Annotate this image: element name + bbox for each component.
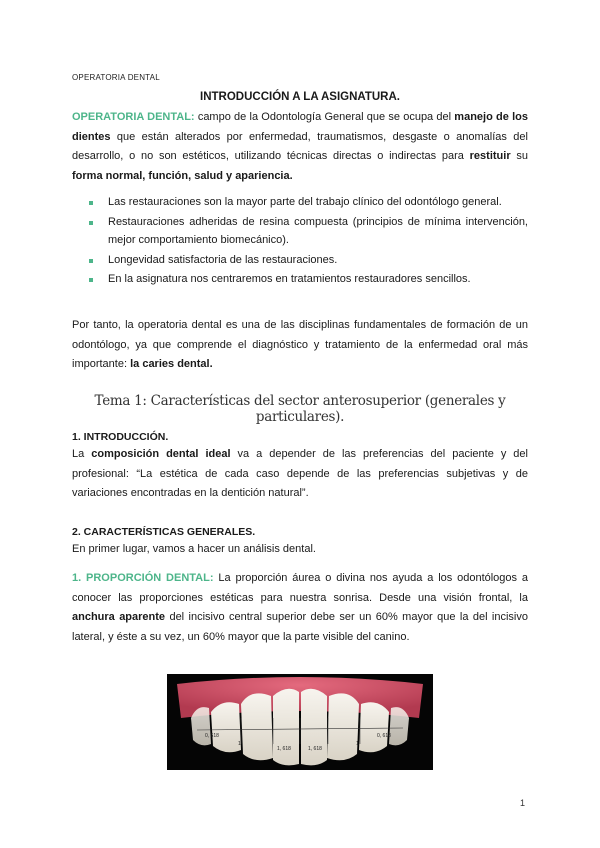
tema-title: Tema 1: Características del sector anterosuperior (generales y particulares).	[94, 393, 506, 425]
proporcion-paragraph: 1. PROPORCIÓN DENTAL: La proporción áurea o divina nos ayuda a los odontólogos a conocer las proporciones estéticas para nuestra sonrisa. Desde una visión frontal, la anchura aparente del incisivo central superior debe ser un 60% mayor que la del incisivo lateral, y éste a su vez, un 60% mayor que la parte visible del canino.	[72, 572, 529, 643]
page-title: INTRODUCCIÓN A LA ASIGNATURA.	[200, 91, 400, 103]
photo-label: 1	[238, 741, 241, 747]
intro-text-3: su	[510, 150, 528, 162]
section-1-bold: composición dental ideal	[91, 448, 231, 460]
bullet-icon	[89, 259, 93, 263]
intro-bold-3: forma normal, función, salud y apariencia.	[72, 169, 293, 182]
bullet-icon	[89, 201, 93, 205]
intro-text-1: campo de la Odontología General que se ocupa del	[194, 111, 455, 123]
conclusion-paragraph	[72, 316, 528, 375]
photo-label: 0, 618	[377, 733, 391, 739]
list-item: En la asignatura nos centraremos en tratamientos restauradores sencillos.	[72, 270, 528, 289]
proporcion-bold: anchura aparente	[72, 611, 166, 623]
section-2-heading: 2. CARACTERÍSTICAS GENERALES.	[72, 526, 256, 538]
intro-bold-2: restituir	[469, 150, 511, 162]
page-number: 1	[519, 798, 525, 808]
section-1-paragraph: La composición dental ideal va a depender de las preferencias del paciente y del profesional: “La estética de cada caso depende de las preferencias subjetivas y de variaciones encontradas en la dentición natural”.	[72, 448, 528, 499]
photo-label: 1	[356, 741, 359, 747]
bullet-icon	[89, 278, 93, 282]
photo-label: 1, 618	[277, 746, 291, 752]
conclusion-bold: la caries dental.	[130, 358, 213, 370]
list-item: Longevidad satisfactoria de las restauraciones.	[72, 251, 528, 270]
intro-paragraph	[72, 108, 528, 186]
section-2-paragraph: En primer lugar, vamos a hacer un análisis dental.	[72, 543, 316, 555]
running-header: OPERATORIA DENTAL	[72, 73, 160, 82]
list-item: Las restauraciones son la mayor parte del trabajo clínico del odontólogo general.	[72, 193, 528, 212]
intro-label: OPERATORIA DENTAL:	[72, 111, 195, 123]
intro-text-2: que están alterados por enfermedad, traumatismos, desgaste o anomalías del desarrollo, o no son estéticos, utilizando técnicas directas o indirectas para	[72, 130, 528, 162]
conclusion-text: Por tanto, la operatoria dental es una de las disciplinas fundamentales de formación de un odontólogo, ya que comprende el diagnóstico y tratamiento de la enfermedad oral más importante:	[72, 319, 528, 370]
section-1-heading: 1. INTRODUCCIÓN.	[72, 431, 169, 443]
bullet-list	[72, 193, 528, 290]
proporcion-label: 1. PROPORCIÓN DENTAL:	[72, 572, 214, 584]
list-item: Restauraciones adheridas de resina compuesta (principios de mínima intervención, mejor comportamiento biomecánico).	[72, 213, 528, 250]
bullet-icon	[89, 221, 93, 225]
golden-proportion-teeth-image	[167, 674, 433, 770]
intro-bold-1: manejo de los dientes	[72, 111, 528, 143]
photo-label: 1, 618	[308, 746, 322, 752]
photo-label: 0, 618	[205, 733, 219, 739]
